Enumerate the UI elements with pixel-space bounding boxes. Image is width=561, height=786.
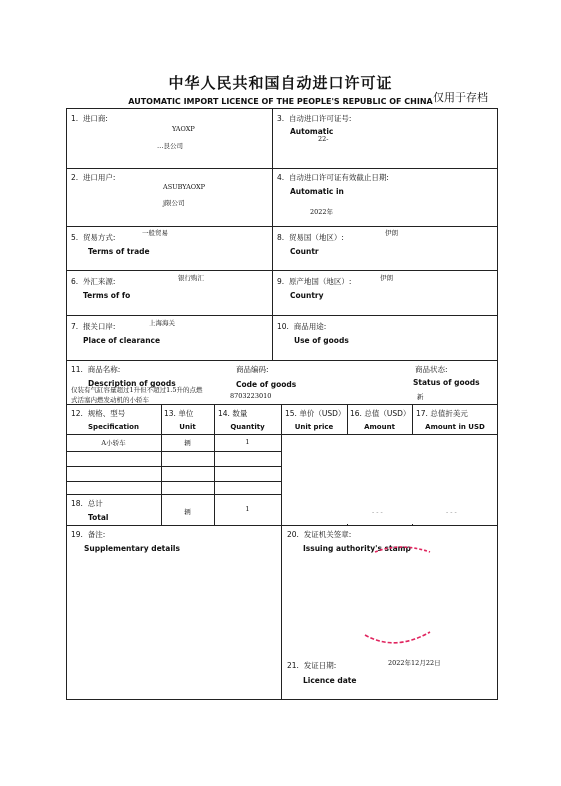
field-expiry: 4. 自动进口许可证有效截止日期:: [277, 173, 389, 182]
header-amount-usd-cn: 17. 总值折美元: [416, 409, 468, 418]
status-value: 新: [417, 393, 424, 401]
status-label-en: Status of goods: [413, 378, 480, 387]
row-divider: [66, 315, 498, 316]
expiry-value: 2022年: [310, 208, 334, 216]
field-consignee: 2. 进口用户:: [71, 173, 116, 182]
port-label-en: Place of clearance: [83, 336, 161, 345]
consignee-value: ASUBYAOXP: [163, 183, 205, 191]
stamp-icon: [355, 540, 445, 650]
code-label-en: Code of goods: [236, 380, 297, 389]
row-divider: [66, 226, 498, 227]
field-licence-no: 3. 自动进口许可证号:: [277, 114, 352, 123]
total-unit: 辆: [184, 508, 191, 516]
total-qty: 1: [245, 505, 250, 513]
field-date: 21. 发证日期:: [287, 661, 337, 670]
header-amount-usd-en: Amount in USD: [425, 423, 485, 431]
code-value: 8703223010: [230, 392, 272, 400]
field-trade-country: 8. 贸易国（地区）:: [277, 233, 344, 242]
header-unit-cn: 13. 单位: [164, 409, 194, 418]
redaction-block: [282, 435, 497, 524]
field-authority: 20. 发证机关签章:: [287, 530, 352, 539]
licence-no-label-en: Automatic: [290, 127, 334, 136]
payment-label-en: Terms of fo: [83, 291, 131, 300]
date-value: 2022年12月22日: [388, 659, 441, 667]
field-goods: 11. 商品名称:: [71, 365, 121, 374]
field-code: 商品编码:: [236, 365, 269, 374]
total-en: Total: [88, 513, 109, 522]
importer-value-2: …艮公司: [157, 142, 183, 150]
goods-label-en: Description of goods: [88, 379, 176, 388]
trade-country-label-en: Countr: [290, 247, 319, 256]
trade-country-value: 伊朗: [385, 229, 398, 237]
date-label-en: Licence date: [303, 676, 357, 685]
document-title-en: AUTOMATIC IMPORT LICENCE OF THE PEOPLE'S REPUBLIC OF CHINA: [128, 97, 433, 106]
header-amount-en: Amount: [364, 423, 395, 431]
consignee-value-2: j限公司: [163, 199, 185, 207]
row-divider: [66, 404, 498, 405]
row-divider: [66, 270, 498, 271]
header-qty-en: Quantity: [230, 423, 265, 431]
header-unit-price-cn: 15. 单价（USD）: [285, 409, 346, 418]
field-status: 商品状态:: [415, 365, 448, 374]
field-importer: 1. 进口商:: [71, 114, 108, 123]
usage-label-en: Use of goods: [294, 336, 349, 345]
field-usage: 10. 商品用途:: [277, 322, 327, 331]
goods-value-2: 式活塞内燃发动机的小轿车: [71, 396, 149, 404]
trade-mode-label-en: Terms of trade: [88, 247, 150, 256]
row-divider: [66, 360, 498, 361]
row-unit: 辆: [184, 439, 191, 447]
row-divider: [66, 168, 498, 169]
field-port: 7. 报关口岸:: [71, 322, 116, 331]
field-trade-mode: 5. 贸易方式:: [71, 233, 116, 242]
origin-value: 伊朗: [380, 274, 393, 282]
header-unit-en: Unit: [179, 423, 196, 431]
header-spec-cn: 12. 规格、型号: [71, 409, 126, 418]
row-spec: A小轿车: [101, 439, 126, 447]
header-unit-price-en: Unit price: [294, 423, 334, 431]
remarks-label-en: Supplementary details: [84, 544, 180, 553]
goods-value: 仅装有气缸容量超过1升但不超过1.5升的点燃: [71, 386, 203, 394]
redacted-dash: - - -: [446, 508, 457, 516]
field-origin: 9. 原产地国（地区）:: [277, 277, 352, 286]
importer-value: YAOXP: [172, 125, 195, 133]
trade-mode-value: 一般贸易: [142, 229, 168, 237]
payment-value: 银行购汇: [178, 274, 204, 282]
header-amount-cn: 16. 总值（USD）: [350, 409, 411, 418]
licence-no-value: 22-: [318, 135, 329, 143]
header-spec-en: Specification: [88, 423, 139, 431]
document-title-cn: 中华人民共和国自动进口许可证: [168, 74, 393, 92]
header-qty-cn: 14. 数量: [218, 409, 248, 418]
total-cn: 18. 总计: [71, 499, 103, 508]
field-remarks: 19. 备注:: [71, 530, 106, 539]
col-divider: [272, 108, 273, 360]
origin-label-en: Country: [290, 291, 324, 300]
field-payment: 6. 外汇来源:: [71, 277, 116, 286]
row-qty: 1: [245, 438, 250, 446]
port-value: 上海海关: [149, 319, 175, 327]
row-divider: [66, 525, 498, 526]
redacted-dash: - - -: [372, 508, 383, 516]
expiry-label-en: Automatic in: [290, 187, 344, 196]
authority-label-en: Issuing authority's stamp: [303, 544, 411, 553]
archive-note: 仅用于存档: [433, 91, 488, 104]
